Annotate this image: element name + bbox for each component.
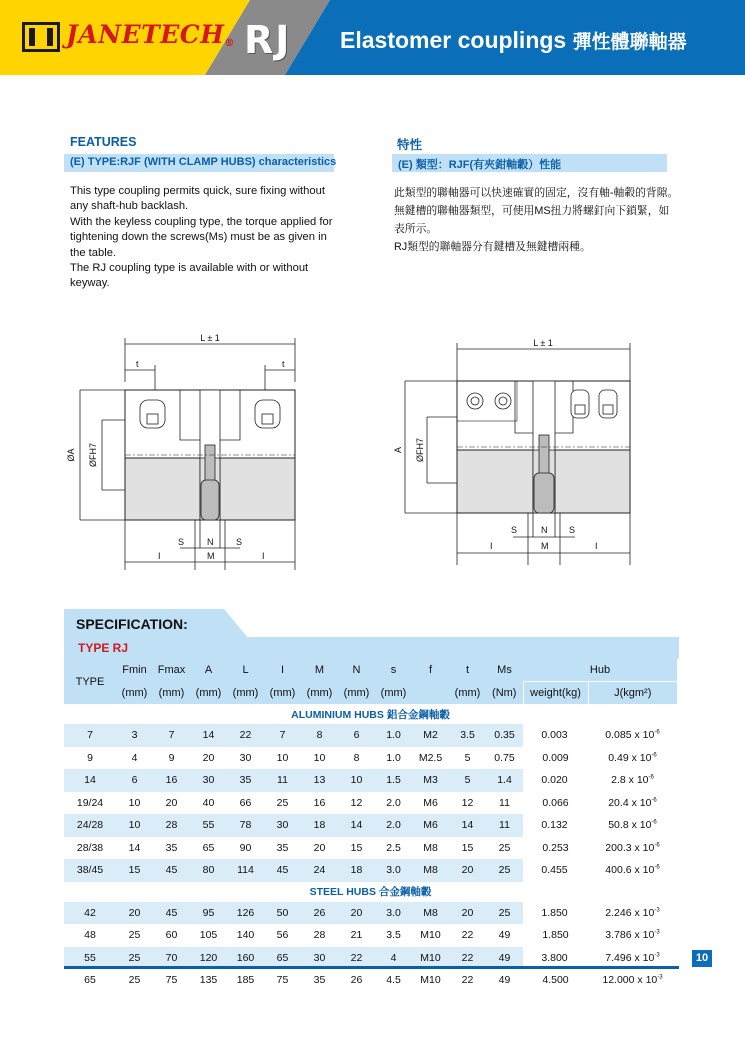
table-cell: 26 [338, 969, 375, 992]
table-cell: 26 [301, 902, 338, 925]
cell-hub-weight: 0.003 [523, 724, 588, 747]
dim-i-label: I [490, 541, 493, 551]
features-title-en: FEATURES [70, 135, 137, 149]
table-cell: 15 [116, 859, 153, 882]
table-cell: 135 [190, 969, 227, 992]
table-cell: 8 [301, 724, 338, 747]
hub-j-exponent: -6 [651, 752, 657, 759]
table-cell: M8 [412, 902, 449, 925]
table-cell: 40 [190, 792, 227, 815]
cell-hub-j [588, 902, 677, 925]
table-cell: 22 [449, 924, 486, 947]
table-row [64, 969, 677, 992]
table-cell: 15 [449, 837, 486, 860]
table-cell: 49 [486, 924, 523, 947]
table-cell: 66 [227, 792, 264, 815]
spec-table [64, 659, 679, 992]
table-cell: 25 [116, 969, 153, 992]
hub-j-exponent: -6 [654, 842, 660, 849]
col-unit: (mm) [301, 682, 338, 705]
col-header: M [301, 659, 338, 682]
col-header-hub-weight: weight(kg) [523, 682, 588, 705]
table-cell: 14 [449, 814, 486, 837]
table-bottom-rule [64, 966, 679, 969]
table-cell: 2.0 [375, 792, 412, 815]
table-cell: 7 [153, 724, 190, 747]
table-cell: 30 [264, 814, 301, 837]
table-cell: 75 [264, 969, 301, 992]
cell-hub-weight: 0.455 [523, 859, 588, 882]
table-cell: 30 [301, 947, 338, 970]
table-cell: 6 [116, 769, 153, 792]
hub-j-value: 20.4 x 10 [608, 796, 652, 809]
dim-f-label: ØFH7 [88, 442, 98, 468]
table-cell: 78 [227, 814, 264, 837]
dim-t-label: t [282, 359, 285, 369]
table-cell: M10 [412, 947, 449, 970]
col-header: s [375, 659, 412, 682]
table-cell: 120 [190, 947, 227, 970]
feature-paragraph: The RJ coupling type is available with or without keyway. [70, 262, 309, 290]
dim-s-label: S [569, 525, 576, 535]
hub-j-exponent: -6 [648, 774, 654, 781]
table-cell: 3.5 [449, 724, 486, 747]
dim-i-label: I [262, 551, 265, 561]
table-cell: 35 [227, 769, 264, 792]
cell-type: 42 [64, 902, 116, 925]
table-cell: 90 [227, 837, 264, 860]
table-cell: M10 [412, 924, 449, 947]
dim-a-label: A [393, 446, 403, 454]
cell-type: 48 [64, 924, 116, 947]
cell-type: 38/45 [64, 859, 116, 882]
hub-j-exponent: -6 [651, 797, 657, 804]
table-cell: M2.5 [412, 747, 449, 770]
dim-t-label: t [136, 359, 139, 369]
table-cell: 2.5 [375, 837, 412, 860]
cell-type: 65 [64, 969, 116, 992]
dim-i-label: I [595, 541, 598, 551]
page-title: Elastomer couplings 彈性體聯軸器 [340, 27, 687, 53]
hub-j-exponent: -3 [654, 929, 660, 936]
dim-s-label: S [511, 525, 518, 535]
table-row [64, 747, 677, 770]
table-cell: 3 [116, 724, 153, 747]
col-unit: (mm) [449, 682, 486, 705]
table-cell: 75 [153, 969, 190, 992]
dim-a-label: ØA [66, 448, 76, 462]
table-cell: 14 [116, 837, 153, 860]
table-cell: 10 [264, 747, 301, 770]
col-unit: (mm) [190, 682, 227, 705]
table-cell: 60 [153, 924, 190, 947]
features-text-cn [394, 184, 679, 256]
section-header-row [64, 882, 677, 902]
table-cell: 14 [338, 814, 375, 837]
page-number: 10 [692, 950, 712, 967]
col-header-type: TYPE [64, 659, 116, 704]
col-unit: (mm) [375, 682, 412, 705]
table-cell: M10 [412, 969, 449, 992]
table-cell: 24 [301, 859, 338, 882]
table-cell: 12 [449, 792, 486, 815]
col-unit: (mm) [153, 682, 190, 705]
table-cell: 30 [227, 747, 264, 770]
cell-hub-weight: 3.800 [523, 947, 588, 970]
hub-j-value: 2.246 x 10 [605, 906, 655, 919]
cell-hub-weight: 1.850 [523, 902, 588, 925]
col-header: N [338, 659, 375, 682]
table-cell: 126 [227, 902, 264, 925]
table-cell: 25 [486, 859, 523, 882]
table-cell: 11 [264, 769, 301, 792]
feature-paragraph: With the keyless coupling type, the torque applied for tightening down the screws(Ms) must be as given in the table. [70, 215, 333, 259]
cell-hub-j [588, 837, 677, 860]
hub-j-value: 0.085 x 10 [605, 729, 655, 742]
col-header-hub: Hub [523, 659, 677, 682]
col-header: f [412, 659, 449, 682]
table-cell: 2.0 [375, 814, 412, 837]
table-cell: 20 [449, 902, 486, 925]
cell-type: 19/24 [64, 792, 116, 815]
table-cell: 22 [338, 947, 375, 970]
table-cell: 25 [486, 902, 523, 925]
table-cell: 22 [227, 724, 264, 747]
table-cell: 11 [486, 814, 523, 837]
type-bar-cn: (E) 類型：RJF(有夾鉗軸轂）性能 [392, 154, 667, 172]
col-unit: (mm) [264, 682, 301, 705]
table-cell: 10 [301, 747, 338, 770]
cell-hub-weight: 0.066 [523, 792, 588, 815]
cell-hub-j [588, 724, 677, 747]
coupling-drawing-right [385, 335, 675, 570]
dim-f-label: ØFH7 [415, 437, 425, 463]
brand-logo: JANETECH® [66, 20, 235, 49]
cell-hub-j [588, 969, 677, 992]
table-cell: 12 [338, 792, 375, 815]
dim-s-label: S [178, 537, 185, 547]
table-cell: 6 [338, 724, 375, 747]
table-cell: 70 [153, 947, 190, 970]
table-cell: 25 [486, 837, 523, 860]
hub-j-value: 400.6 x 10 [605, 864, 655, 877]
cell-hub-weight: 0.253 [523, 837, 588, 860]
dim-n-label: N [207, 537, 214, 547]
table-cell: M2 [412, 724, 449, 747]
type-bar-en: (E) TYPE:RJF (WITH CLAMP HUBS) characteristics [64, 154, 334, 172]
table-cell: M6 [412, 814, 449, 837]
col-unit: (mm) [116, 682, 153, 705]
hub-j-exponent: -6 [654, 729, 660, 736]
table-cell: M8 [412, 837, 449, 860]
section-label: ALUMINIUM HUBS 鋁合金鋼軸轂 [64, 704, 677, 724]
table-cell: M6 [412, 792, 449, 815]
page-header [0, 0, 745, 75]
table-cell: 140 [227, 924, 264, 947]
dim-m-label: M [207, 551, 215, 561]
col-header: Fmin [116, 659, 153, 682]
dim-l-label: L ± 1 [200, 333, 220, 343]
table-cell: 49 [486, 947, 523, 970]
cell-hub-j [588, 924, 677, 947]
hub-j-value: 200.3 x 10 [605, 841, 655, 854]
col-unit: (mm) [338, 682, 375, 705]
table-cell: 10 [338, 769, 375, 792]
table-cell: 16 [153, 769, 190, 792]
table-row [64, 792, 677, 815]
cell-type: 55 [64, 947, 116, 970]
table-cell: 114 [227, 859, 264, 882]
cell-hub-j [588, 747, 677, 770]
cell-hub-weight: 0.009 [523, 747, 588, 770]
table-cell: 35 [301, 969, 338, 992]
table-cell: 95 [190, 902, 227, 925]
hub-j-exponent: -6 [654, 864, 660, 871]
section-label: STEEL HUBS 合金鋼軸轂 [64, 882, 677, 902]
cell-hub-weight: 1.850 [523, 924, 588, 947]
table-cell: 160 [227, 947, 264, 970]
table-cell: 18 [301, 814, 338, 837]
table-cell: 10 [116, 792, 153, 815]
table-row [64, 837, 677, 860]
table-cell: 45 [153, 902, 190, 925]
table-cell: 14 [190, 724, 227, 747]
table-cell: 18 [338, 859, 375, 882]
cell-type: 9 [64, 747, 116, 770]
table-cell: 1.0 [375, 724, 412, 747]
table-cell: 9 [153, 747, 190, 770]
cell-type: 28/38 [64, 837, 116, 860]
table-cell: 20 [301, 837, 338, 860]
hub-j-value: 12.000 x 10 [602, 974, 658, 987]
col-header-hub-j: J(kgm²) [588, 682, 677, 705]
col-unit [412, 682, 449, 705]
table-cell: 28 [301, 924, 338, 947]
table-cell: 25 [116, 924, 153, 947]
table-cell: 7 [264, 724, 301, 747]
col-header: A [190, 659, 227, 682]
table-cell: 4 [375, 947, 412, 970]
table-cell: 4 [116, 747, 153, 770]
table-row [64, 769, 677, 792]
table-cell: 20 [153, 792, 190, 815]
table-cell: 49 [486, 969, 523, 992]
feature-paragraph: This type coupling permits quick, sure fixing without any shaft-hub backlash. [70, 185, 325, 213]
table-cell: 65 [264, 947, 301, 970]
spec-title: SPECIFICATION: [76, 616, 188, 632]
table-cell: 28 [153, 814, 190, 837]
table-cell: 3.0 [375, 859, 412, 882]
table-cell: 35 [153, 837, 190, 860]
dim-l-label: L ± 1 [533, 338, 553, 348]
table-cell: 30 [190, 769, 227, 792]
table-cell: 185 [227, 969, 264, 992]
hub-j-value: 7.496 x 10 [605, 951, 655, 964]
hub-j-value: 2.8 x 10 [611, 774, 649, 787]
table-cell: 25 [264, 792, 301, 815]
table-cell: 80 [190, 859, 227, 882]
features-text-en [70, 184, 340, 292]
table-cell: 3.5 [375, 924, 412, 947]
col-header: Ms [486, 659, 523, 682]
table-cell: 21 [338, 924, 375, 947]
table-cell: 56 [264, 924, 301, 947]
dim-n-label: N [541, 525, 548, 535]
col-unit: (mm) [227, 682, 264, 705]
table-cell: 20 [449, 859, 486, 882]
table-cell: 45 [153, 859, 190, 882]
table-row [64, 902, 677, 925]
table-cell: 5 [449, 747, 486, 770]
table-row [64, 724, 677, 747]
hub-j-value: 0.49 x 10 [608, 751, 652, 764]
table-cell: 1.5 [375, 769, 412, 792]
table-cell: 15 [338, 837, 375, 860]
section-header-row [64, 704, 677, 724]
hub-j-exponent: -3 [657, 974, 663, 981]
hub-j-value: 50.8 x 10 [608, 819, 652, 832]
cell-hub-weight: 4.500 [523, 969, 588, 992]
table-row [64, 924, 677, 947]
col-header: I [264, 659, 301, 682]
col-header: L [227, 659, 264, 682]
table-cell: 11 [486, 792, 523, 815]
table-cell: 20 [190, 747, 227, 770]
table-cell: 0.35 [486, 724, 523, 747]
type-label: TYPE RJ [78, 641, 129, 655]
hub-j-value: 3.786 x 10 [605, 929, 655, 942]
table-cell: 20 [116, 902, 153, 925]
col-unit: (Nm) [486, 682, 523, 705]
col-header: Fmax [153, 659, 190, 682]
cell-type: 7 [64, 724, 116, 747]
logo-icon [22, 22, 60, 52]
feature-paragraph: 無鍵槽的聯軸器類型，可使用MS扭力將螺釘向下鎖緊，如表所示。 [394, 205, 670, 235]
col-header: t [449, 659, 486, 682]
cell-hub-j [588, 859, 677, 882]
table-cell: 35 [264, 837, 301, 860]
table-cell: 22 [449, 947, 486, 970]
series-code: RJ [244, 18, 292, 62]
cell-hub-j [588, 814, 677, 837]
hub-j-exponent: -3 [654, 907, 660, 914]
table-cell: 3.0 [375, 902, 412, 925]
table-cell: 50 [264, 902, 301, 925]
table-cell: 22 [449, 969, 486, 992]
table-cell: 45 [264, 859, 301, 882]
table-cell: 10 [116, 814, 153, 837]
dim-s-label: S [236, 537, 243, 547]
cell-hub-weight: 0.132 [523, 814, 588, 837]
table-cell: 1.0 [375, 747, 412, 770]
hub-j-exponent: -6 [651, 819, 657, 826]
table-cell: 105 [190, 924, 227, 947]
table-cell: 4.5 [375, 969, 412, 992]
feature-paragraph: 此類型的聯軸器可以快速確實的固定，沒有軸-軸轂的背隙。 [394, 187, 679, 199]
cell-hub-j [588, 769, 677, 792]
cell-hub-j [588, 792, 677, 815]
table-row [64, 859, 677, 882]
table-cell: 8 [338, 747, 375, 770]
table-cell: 16 [301, 792, 338, 815]
coupling-drawing-left [60, 330, 350, 570]
table-row [64, 814, 677, 837]
cell-hub-weight: 0.020 [523, 769, 588, 792]
dim-i-label: I [158, 551, 161, 561]
table-cell: M8 [412, 859, 449, 882]
table-cell: 13 [301, 769, 338, 792]
table-cell: 65 [190, 837, 227, 860]
type-bar [64, 637, 679, 659]
cell-type: 24/28 [64, 814, 116, 837]
table-cell: 5 [449, 769, 486, 792]
dim-m-label: M [541, 541, 549, 551]
table-cell: 25 [116, 947, 153, 970]
cell-type: 14 [64, 769, 116, 792]
table-cell: 0.75 [486, 747, 523, 770]
features-title-cn: 特性 [397, 138, 423, 152]
table-cell: 1.4 [486, 769, 523, 792]
table-cell: 55 [190, 814, 227, 837]
table-cell: 20 [338, 902, 375, 925]
hub-j-exponent: -3 [654, 952, 660, 959]
feature-paragraph: RJ類型的聯軸器分有鍵槽及無鍵槽兩種。 [394, 241, 591, 253]
table-cell: M3 [412, 769, 449, 792]
